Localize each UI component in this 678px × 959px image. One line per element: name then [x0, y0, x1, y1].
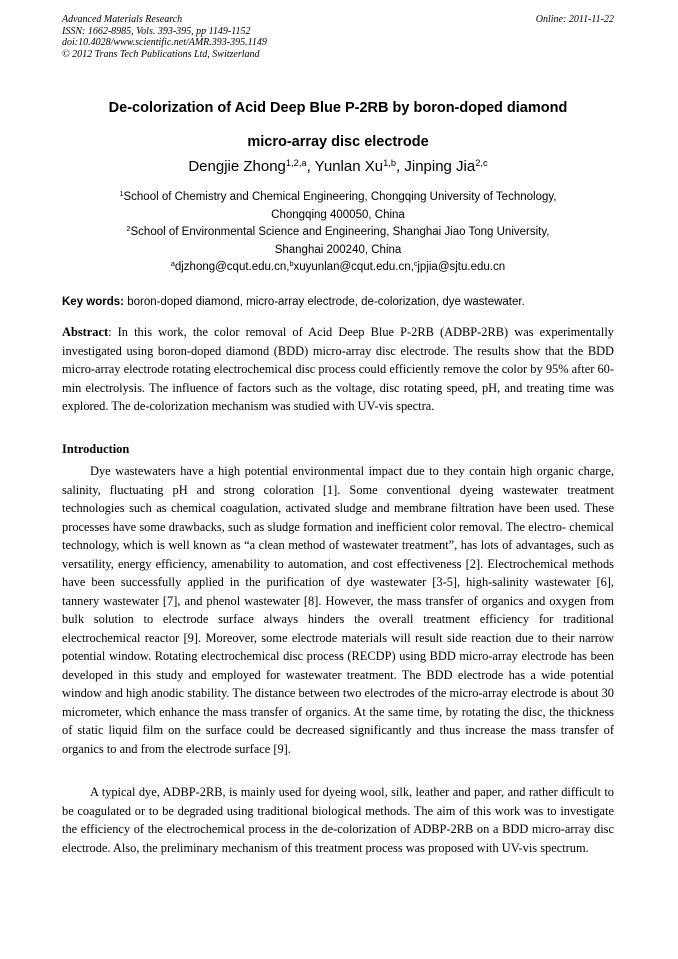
- email-address: djzhong@cqut.edu.cn,: [174, 261, 290, 273]
- affiliation-mark: 1: [119, 190, 124, 199]
- email-line: [62, 259, 614, 277]
- author-name: Yunlan Xu: [314, 158, 384, 175]
- affiliation-1-line-1: [62, 189, 614, 207]
- affiliation-text: School of Chemistry and Chemical Engineering, Chongqing University of Technology,: [123, 191, 557, 203]
- affiliation-text: School of Environmental Science and Engineering, Shanghai Jiao Tong University,: [130, 226, 550, 238]
- affiliations: [62, 189, 614, 277]
- author-list: [62, 157, 614, 177]
- journal-copyright: © 2012 Trans Tech Publications Ltd, Switzerland: [62, 48, 260, 60]
- paragraph-text: A typical dye, ADBP-2RB, is mainly used for dyeing wool, silk, leather and paper, and rather difficult to be coagulated or to be degraded using traditional biological methods. The aim of this work was to investigate the efficiency of the electrochemical process in the de-colorization of ADBP-2RB on a BDD micro-array disc electrode. Also, the preliminary mechanism of this treatment process was proposed with UV-vis spectrum.: [62, 785, 614, 855]
- keywords: [62, 295, 614, 310]
- author-separator: ,: [396, 158, 405, 175]
- abstract-text: : In this work, the color removal of Acid Deep Blue P-2RB (ADBP-2RB) was experimentally investigated using boron-doped diamond (BDD) micro-array disc electrode. The results show that the BDD micro-array electrode rotating electrochemical disc process could efficiently remove the color by 95% after 60-min electrolysis. The influence of factors such as the voltage, disc rotating speed, pH, and treating time was explored. The de-colorization mechanism was studied with UV-vis spectra.: [62, 325, 614, 413]
- email-mark: b: [289, 260, 294, 269]
- abstract-label: Abstract: [62, 325, 109, 339]
- journal-doi: doi:10.4028/www.scientific.net/AMR.393-395.1149: [62, 37, 267, 48]
- title-line-2: micro-array disc electrode: [247, 134, 429, 150]
- journal-header: [62, 14, 614, 60]
- affiliation-mark: 2: [126, 225, 131, 234]
- abstract: [62, 323, 614, 416]
- online-date: Online: 2011-11-22: [535, 14, 614, 25]
- journal-info: [62, 14, 614, 60]
- author-affil-mark: 2,c: [475, 157, 488, 168]
- email-mark: a: [170, 260, 175, 269]
- affiliation-2-line-2: Shanghai 200240, China: [274, 243, 402, 256]
- affiliation-2-line-1: [62, 224, 614, 242]
- paragraph-text: Dye wastewaters have a high potential environmental impact due to they contain high organic charge, salinity, fluctuating pH and strong coloration [1]. Some conventional dyeing wastewater treatment technologies such as chemical coagulation, activated sludge and membrane filtration have been used. These processes have some drawbacks, such as sludge formation and inefficient color removal. The electro- chemical technology, which is well known as “a clean method of wastewater treatment”, has lots of advantages, such as versatility, energy efficiency, amenability to automation, and cost effectiveness [2]. Electrochemical methods have been successfully applied in the purification of dye wastewater [3-5], high-salinity wastewater [6], tannery wastewater [7], and phenol wastewater [8]. However, the mass transfer of organics and oxygen from bulk solution to electrode surface always hinders the overall treatment efficiency for traditional electrochemical reactor [9]. Moreover, some electrode materials will result side reaction due to their narrow potential window. Rotating electrochemical disc process (RECDP) using BDD micro-array electrode has been developed in this study and employed for wastewater treatment. The BDD electrode has a wide potential window and high anodic stability. The distance between two electrodes of the micro-array electrode is about 30 micrometer, which enhance the mass transfer of organics. At the same time, by rotating the disc, the thickness of static liquid film on the surface could be decreased significantly and thus increase the mass transfer of organics to and from the electrode surface [9].: [62, 464, 614, 756]
- introduction-paragraph-1: [62, 462, 614, 758]
- introduction-paragraph-2: [62, 783, 614, 857]
- author-name: Dengjie Zhong: [188, 158, 286, 175]
- author-affil-mark: 1,b: [383, 157, 397, 168]
- author-affil-mark: 1,2,a: [285, 157, 307, 168]
- paper-title: [62, 91, 614, 159]
- author-separator: ,: [306, 158, 315, 175]
- email-address: xuyunlan@cqut.edu.cn,: [293, 261, 414, 273]
- keywords-label: Key words:: [62, 296, 124, 308]
- keywords-text: boron-doped diamond, micro-array electrode, de-colorization, dye wastewater.: [124, 296, 525, 308]
- journal-name: Advanced Materials Research: [62, 14, 183, 25]
- journal-issn: ISSN: 1662-8985, Vols. 393-395, pp 1149-1152: [62, 25, 251, 37]
- title-line-1: De-colorization of Acid Deep Blue P-2RB by boron-doped diamond: [108, 100, 568, 116]
- affiliation-1-line-2: Chongqing 400050, China: [271, 208, 405, 221]
- email-address: jpjia@sjtu.edu.cn: [417, 261, 506, 273]
- email-mark: c: [413, 260, 418, 269]
- author-name: Jinping Jia: [404, 158, 476, 175]
- section-heading-introduction: Introduction: [62, 442, 130, 456]
